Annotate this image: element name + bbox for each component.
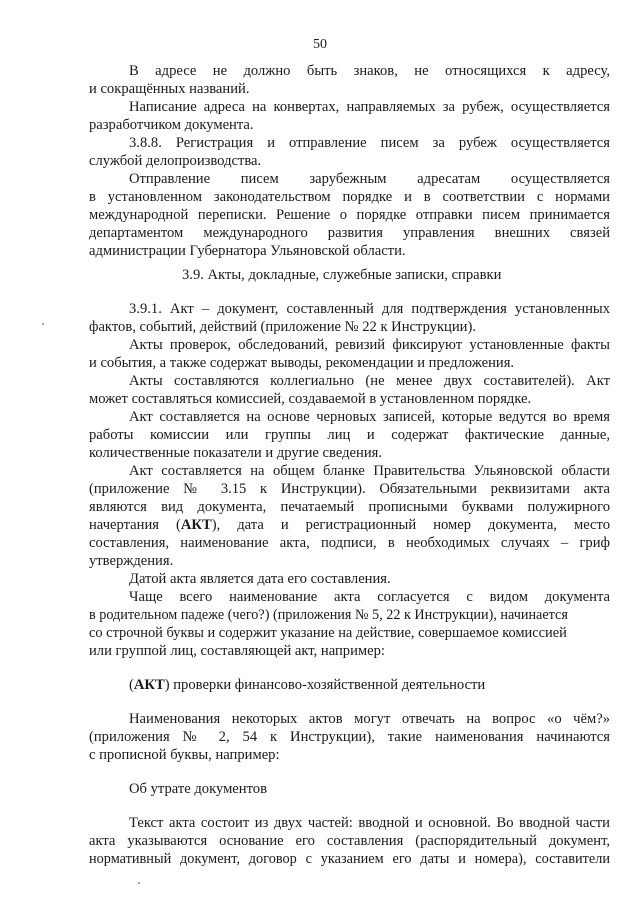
text-line: Отправление писем зарубежным адресатам осуществляется: [129, 171, 610, 187]
akt-bold-term: АКТ: [133, 677, 165, 693]
text-line: администрации Губернатора Ульяновской области.: [89, 243, 406, 259]
section-heading: 3.9. Акты, докладные, служебные записки, справки: [182, 267, 502, 283]
text-line: разработчиком документа.: [89, 117, 254, 133]
text-line: может составляться комиссией, создаваемой в установленном порядке.: [89, 391, 532, 407]
text-line: Акты составляются коллегиально (не менее двух составителей). Акт: [129, 373, 610, 389]
text-line: с прописной буквы, например:: [89, 747, 280, 763]
text-line: в родительном падеже (чего?) (приложения № 5, 22 к Инструкции), начинается: [89, 607, 568, 623]
text-line: Акт составляется на основе черновых записей, которые ведутся во время: [129, 409, 610, 425]
text-line: Текст акта состоит из двух частей: вводной и основной. Во вводной части: [129, 815, 610, 831]
text-line: являются вид документа, печатаемый прописными буквами полужирного: [89, 499, 610, 515]
text-line: и события, а также содержат выводы, рекомендации и предложения.: [89, 355, 515, 371]
text-line: нормативный документ, договор с указанием его даты и номера), составители: [89, 851, 610, 867]
text-line: (приложение № 3.15 к Инструкции). Обязательными реквизитами акта: [89, 481, 610, 497]
text-segment: начертания (: [89, 517, 181, 533]
akt-bold-term: АКТ: [180, 517, 212, 533]
text-line: или группой лиц, составляющей акт, например:: [89, 643, 385, 659]
scan-speck: [42, 323, 44, 325]
text-line: составления, наименование акта, подписи, в необходимых случаях – гриф: [89, 535, 610, 551]
text-segment: (: [129, 677, 134, 693]
text-line: 3.9.1. Акт – документ, составленный для подтверждения установленных: [129, 301, 610, 317]
text-line: со строчной буквы и содержит указание на действие, совершаемое комиссией: [89, 625, 567, 641]
text-line: Акты проверок, обследований, ревизий фиксируют установленные факты: [129, 337, 610, 353]
text-line: [89, 516, 610, 534]
text-segment: ) проверки финансово-хозяйственной деятельности: [164, 677, 486, 693]
example-title: [129, 676, 485, 694]
text-line: утверждения.: [89, 553, 174, 569]
text-line: службой делопроизводства.: [89, 153, 262, 169]
text-line: акта указываются основание его составления (распорядительный документ,: [89, 833, 610, 849]
text-line: и сокращённых названий.: [89, 81, 250, 97]
text-line: международной переписки. Решение о порядке отправки писем принимается: [89, 207, 610, 223]
text-line: работы комиссии или группы лиц и содержат фактические данные,: [89, 427, 610, 443]
text-line: в установленном законодательством порядке и в соответствии с нормами: [89, 189, 610, 205]
text-line: Написание адреса на конвертах, направляемых за рубеж, осуществляется: [129, 99, 610, 115]
example-title: Об утрате документов: [129, 781, 267, 797]
text-segment: ), дата и регистрационный номер документа, место: [211, 517, 611, 533]
text-line: В адресе не должно быть знаков, не относящихся к адресу,: [129, 63, 610, 79]
text-line: фактов, событий, действий (приложение № 22 к Инструкции).: [89, 319, 476, 335]
text-line: департаментом международного развития управления внешних связей: [89, 225, 610, 241]
text-line: количественные показатели и другие сведения.: [89, 445, 382, 461]
text-line: Акт составляется на общем бланке Правительства Ульяновской области: [129, 463, 610, 479]
text-line: 3.8.8. Регистрация и отправление писем за рубеж осуществляется: [129, 135, 610, 151]
page-number: 50: [313, 37, 327, 52]
text-line: Наименования некоторых актов могут отвечать на вопрос «о чём?»: [129, 711, 610, 727]
text-line: (приложения № 2, 54 к Инструкции), такие наименования начинаются: [89, 729, 610, 745]
text-line: Чаще всего наименование акта согласуется с видом документа: [129, 589, 610, 605]
scan-speck: [138, 882, 140, 884]
text-line: Датой акта является дата его составления.: [129, 571, 391, 587]
